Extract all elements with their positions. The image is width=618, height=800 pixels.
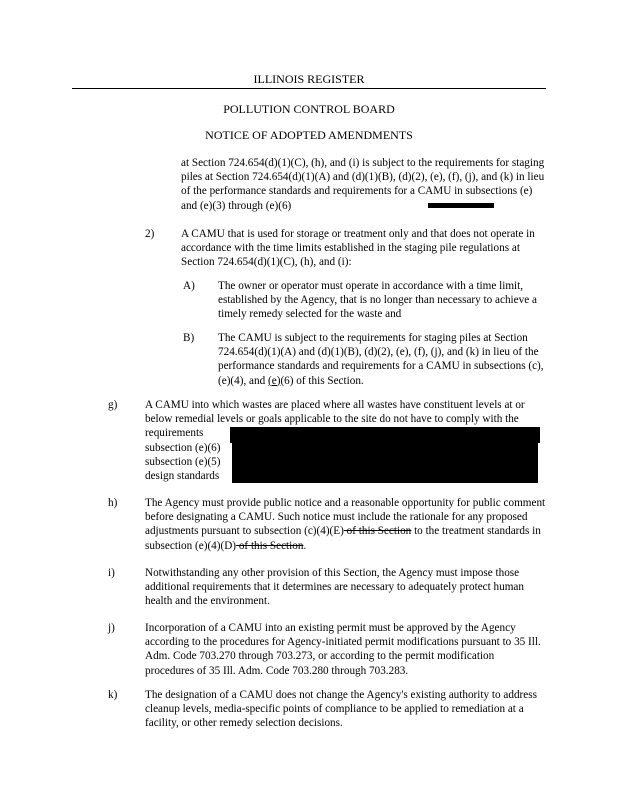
redaction-block bbox=[232, 441, 538, 483]
item-2-text: A CAMU that is used for storage or treatment only and that does not operate in accordance with the time limits established in the staging pile regulations at Section 724.654(d)(1)(C), (h), and (i): bbox=[181, 228, 535, 269]
item-h-text-part3: . bbox=[303, 539, 307, 552]
board-title: POLLUTION CONTROL BOARD bbox=[223, 102, 395, 116]
item-g-text: A CAMU into which wastes are placed where all wastes have constituent levels at or below remedial levels or goals applicable to the site do not have to comply with the requirements bbox=[145, 399, 525, 440]
item-j-text: Incorporation of a CAMU into an existing permit must be approved by the Agency according to the procedures for Agency-initiated permit modifications pursuant to 35 Ill. Adm. Code 703.270 through 703.273, or according to the permit modification procedures of 35 Ill. Adm. Code 703.280 through 703.283. bbox=[145, 622, 541, 677]
item-g-line-4: design standards bbox=[145, 470, 220, 482]
item-h-text-part2: to the treatment standards in subsection (e)(4)(D) bbox=[145, 525, 541, 552]
item-i-mark: i) bbox=[108, 567, 115, 579]
item-2b-text-part2: (6) of this Section. bbox=[280, 374, 364, 387]
register-title: ILLINOIS REGISTER bbox=[253, 72, 365, 86]
item-j-mark: j) bbox=[108, 622, 115, 634]
item-2-mark: 2) bbox=[145, 228, 155, 240]
item-k-text: The designation of a CAMU does not change the Agency's existing authority to address cleanup levels, media-specific points of compliance to be applied to remediation at a facility, or other remedy selection decisions. bbox=[145, 689, 537, 730]
item-2b-text bbox=[218, 331, 548, 388]
item-2a-text: The owner or operator must operate in accordance with a time limit, established by the Agency, that is no longer than necessary to achieve a timely remedy selected for the waste and bbox=[218, 280, 537, 321]
item-2a-mark: A) bbox=[183, 280, 195, 292]
item-h-mark: h) bbox=[108, 497, 118, 509]
notice-title: NOTICE OF ADOPTED AMENDMENTS bbox=[205, 128, 413, 142]
item-h-strike-1: of this Section bbox=[343, 525, 412, 538]
item-h-text-part1: The Agency must provide public notice and a reasonable opportunity for public comment before designating a CAMU. Such notice must include the rationale for any proposed adjustments pursuant to subsection (c)(4)(E) bbox=[145, 497, 546, 538]
item-g-mark: g) bbox=[108, 399, 118, 411]
item-2b-text-part1: The CAMU is subject to the requirements for staging piles at Section 724.654(d)(1)(A) and (d)(1)(B), (d)(2), (e), (f), (j), and (k) in lieu of the performance standards and requirements for a CAMU in subsections (c), (e)(4), and bbox=[218, 332, 544, 387]
header-rule bbox=[72, 88, 546, 89]
item-k-mark: k) bbox=[108, 689, 118, 701]
item-g-line-3: subsection (e)(5) bbox=[145, 456, 221, 468]
item-i-text: Notwithstanding any other provision of this Section, the Agency must impose those additional requirements that it determines are necessary to adequately protect human health and the environment. bbox=[145, 567, 524, 608]
item-h-text bbox=[145, 496, 547, 553]
continued-paragraph: at Section 724.654(d)(1)(C), (h), and (i) is subject to the requirements for staging piles at Section 724.654(d)(1)(A) and (d)(1)(B), (d)(2), (e), (f), (j), and (k) in lieu of the performance standards and requirements for a CAMU in subsections (e) and (e)(3) through (e)(6) bbox=[181, 157, 545, 212]
redaction-bar bbox=[428, 203, 494, 208]
item-g-line-2: subsection (e)(6) bbox=[145, 442, 221, 454]
item-h-strike-2: of this Section bbox=[236, 539, 304, 552]
item-2b-mark: B) bbox=[183, 332, 195, 344]
item-2b-underlined: (e) bbox=[268, 374, 281, 387]
